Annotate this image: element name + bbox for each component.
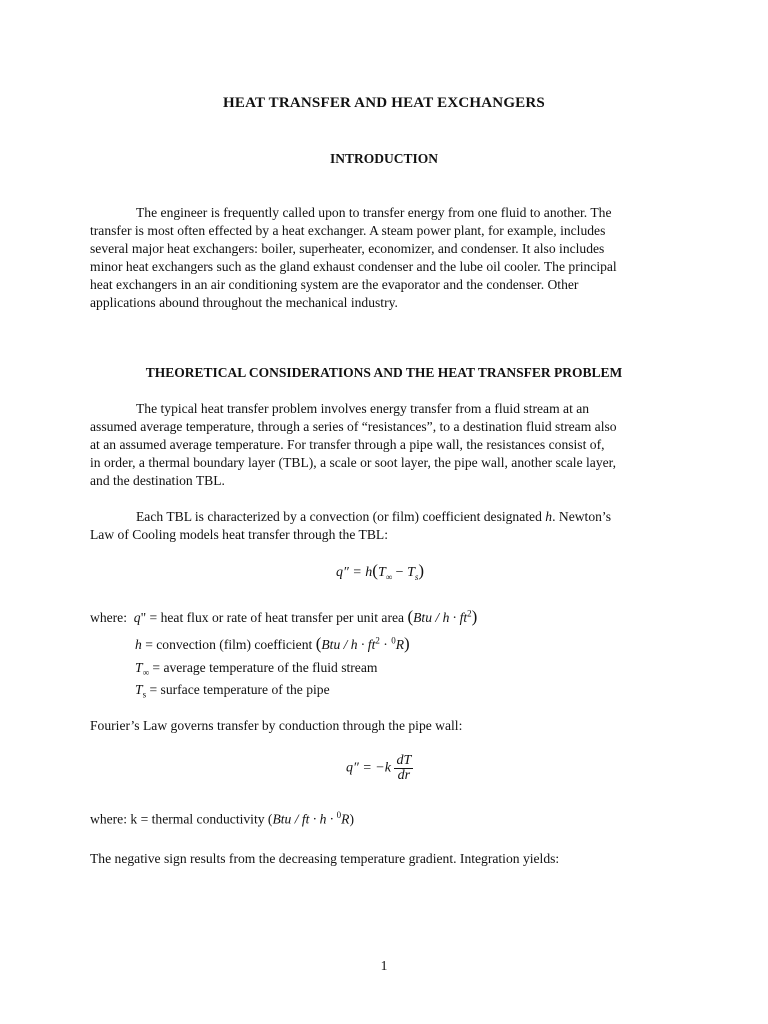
fraction: $\frac{dT}{dr}$	[396, 753, 412, 783]
where-surface-temperature: $T_s$ = surface temperature of the pipe	[135, 682, 330, 700]
fourier-equation: q″ = −k $\frac{dT}{dr}$	[346, 753, 412, 783]
where-fluid-temperature: $T_\infty$ = average temperature of the fluid stream	[135, 660, 378, 678]
paragraph-line: The engineer is frequently called upon to transfer energy from one fluid to another. The	[136, 205, 612, 220]
paragraph-line: heat exchangers in an air conditioning system are the evaporator and the condenser. Other	[90, 277, 579, 292]
fourier-sentence: Fourier’s Law governs transfer by conduction through the pipe wall:	[90, 718, 463, 733]
paragraph-line: at an assumed average temperature. For transfer through a pipe wall, the resistances consist of,	[90, 437, 605, 452]
paragraph-line: assumed average temperature, through a series of “resistances”, to a destination fluid stream also	[90, 419, 617, 434]
introduction-heading: INTRODUCTION	[329, 151, 438, 166]
paragraph-line: and the destination TBL.	[90, 473, 225, 488]
theory-paragraph	[90, 400, 680, 490]
where-convection-coefficient: h = convection (film) coefficient $(Btu / h \cdot ft^2 \cdot ^0R)$	[135, 634, 410, 653]
paragraph-line: transfer is most often effected by a heat exchanger. A steam power plant, for example, includes	[90, 223, 606, 238]
paragraph-line: minor heat exchangers such as the gland exhaust condenser and the lube oil cooler. The principal	[90, 259, 617, 274]
paragraph-line: applications abound throughout the mechanical industry.	[90, 295, 398, 310]
newton-equation: $q'' = h(T_\infty - T_s)$	[336, 561, 425, 582]
page-number: 1	[380, 958, 388, 973]
negative-sign-sentence: The negative sign results from the decreasing temperature gradient. Integration yields:	[90, 851, 560, 866]
tbl-paragraph	[90, 508, 680, 544]
paragraph-line: Each TBL is characterized by a convection (or film) coefficient designated h. Newton’s	[136, 509, 611, 524]
paragraph-line: Law of Cooling models heat transfer through the TBL:	[90, 527, 388, 542]
introduction-paragraph	[90, 204, 680, 312]
where-thermal-conductivity: where: k = thermal conductivity (Btu / ft · h · $^0$R)	[90, 810, 354, 827]
paragraph-line: several major heat exchangers: boiler, superheater, economizer, and condenser. It also includes	[90, 241, 605, 256]
theory-heading: THEORETICAL CONSIDERATIONS AND THE HEAT TRANSFER PROBLEM	[145, 365, 623, 380]
paragraph-line: The typical heat transfer problem involves energy transfer from a fluid stream at an	[136, 401, 590, 416]
where-heat-flux: where: q" = heat flux or rate of heat transfer per unit area $(Btu / h \cdot ft^2)$	[90, 607, 478, 626]
document-title: HEAT TRANSFER AND HEAT EXCHANGERS	[223, 95, 545, 111]
paragraph-line: in order, a thermal boundary layer (TBL), a scale or soot layer, the pipe wall, another scale layer,	[90, 455, 617, 470]
